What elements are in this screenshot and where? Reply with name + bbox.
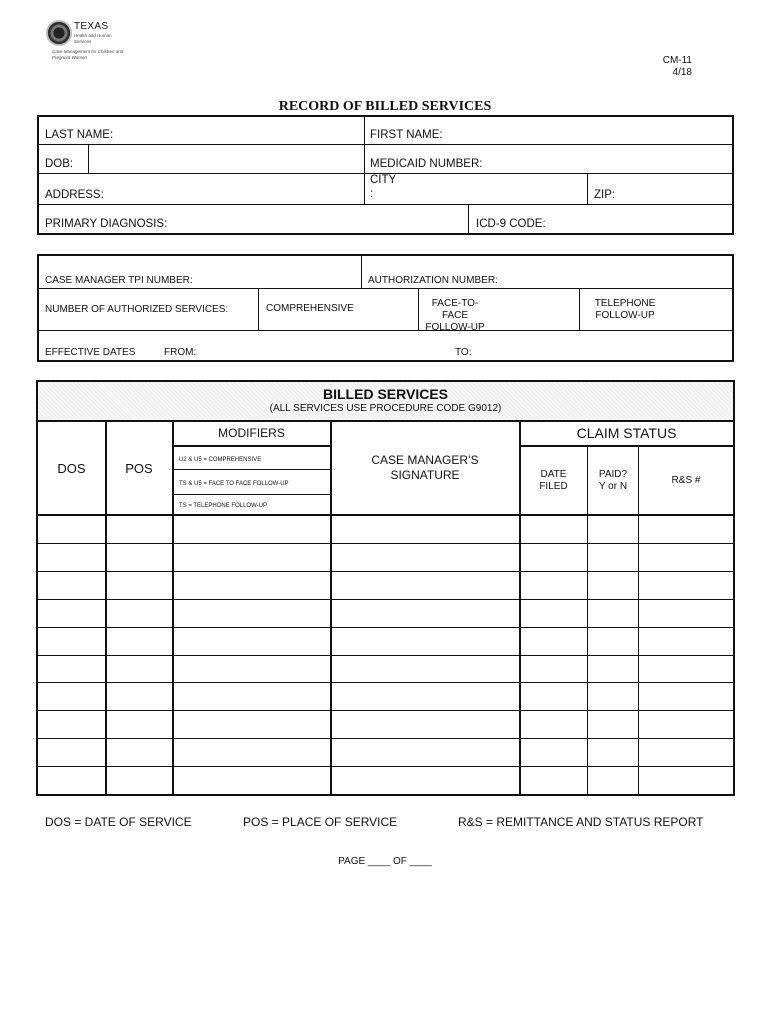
telephone-label <box>590 298 660 322</box>
zip-label: ZIP: <box>594 189 616 201</box>
divider <box>173 445 330 447</box>
signature-line1: CASE MANAGER’S <box>371 453 479 467</box>
state-seal-icon <box>46 20 72 46</box>
case-manager-signature-header <box>331 453 519 483</box>
city-colon: : <box>370 188 374 200</box>
table-row[interactable] <box>38 627 733 655</box>
table-row[interactable] <box>38 682 733 710</box>
first-name-label: FIRST NAME: <box>370 129 443 141</box>
rs-header: R&S # <box>671 475 701 486</box>
primary-diagnosis-label: PRIMARY DIAGNOSIS: <box>45 218 168 230</box>
divider <box>39 288 732 289</box>
divider <box>587 174 588 204</box>
table-row[interactable] <box>38 515 733 543</box>
paid-header <box>588 469 638 493</box>
row-divider <box>38 738 733 739</box>
divider <box>173 494 330 495</box>
divider <box>579 289 580 330</box>
divider <box>418 289 419 330</box>
billed-services-subtitle: (ALL SERVICES USE PROCEDURE CODE G9012) <box>269 403 502 414</box>
divider <box>39 330 732 331</box>
logo-agency-text: Health and Human Services <box>74 33 112 44</box>
divider <box>173 469 330 470</box>
modifier-face-to-face: TS & U5 = FACE TO FACE FOLLOW-UP <box>179 481 289 487</box>
face-to-face-line2: FOLLOW-UP <box>425 322 485 333</box>
claim-status-header: CLAIM STATUS <box>576 425 677 441</box>
divider <box>361 256 362 288</box>
icd9-code-label: ICD-9 CODE: <box>476 218 546 230</box>
form-number: CM-11 <box>662 55 692 66</box>
table-row[interactable] <box>38 738 733 766</box>
modifier-comprehensive: U2 & U5 = COMPREHENSIVE <box>179 457 262 463</box>
to-label: TO: <box>455 347 472 358</box>
divider <box>258 289 259 330</box>
table-row[interactable] <box>38 543 733 571</box>
dos-definition: DOS = DATE OF SERVICE <box>45 815 192 829</box>
divider <box>39 204 732 205</box>
date-filed-line2: FILED <box>539 481 568 492</box>
date-filed-header <box>521 469 586 493</box>
from-label: FROM: <box>164 347 197 358</box>
paid-line1: PAID? <box>598 469 628 480</box>
address-label: ADDRESS: <box>45 189 104 201</box>
pos-definition: POS = PLACE OF SERVICE <box>243 815 398 829</box>
row-divider <box>38 710 733 711</box>
row-divider <box>38 571 733 572</box>
row-divider <box>38 766 733 767</box>
telephone-line1: TELEPHONE <box>594 298 656 309</box>
row-divider <box>38 627 733 628</box>
comprehensive-label: COMPREHENSIVE <box>266 303 354 314</box>
effective-dates-label: EFFECTIVE DATES <box>45 347 136 358</box>
face-to-face-line1: FACE-TO-FACE <box>431 298 479 321</box>
table-row[interactable] <box>38 710 733 738</box>
form-title: RECORD OF BILLED SERVICES <box>278 99 492 114</box>
pos-header: POS <box>125 461 153 476</box>
page-number-line: PAGE ____ OF ____ <box>338 856 432 867</box>
logo-program-text: Case Management for Children and Pregnant Women <box>52 49 124 60</box>
billed-services-title: BILLED SERVICES <box>323 386 448 402</box>
telephone-line2: FOLLOW-UP <box>595 310 655 321</box>
paid-line2: Y or N <box>598 481 628 492</box>
table-row[interactable] <box>38 599 733 627</box>
form-identifier <box>663 55 692 79</box>
signature-line2: SIGNATURE <box>390 468 460 482</box>
face-to-face-label <box>420 298 490 334</box>
divider <box>88 145 89 173</box>
medicaid-number-label: MEDICAID NUMBER: <box>370 158 483 170</box>
texas-hhs-logo <box>46 18 136 64</box>
modifier-telephone: TS = TELEPHONE FOLLOW-UP <box>179 503 267 509</box>
divider <box>364 117 365 204</box>
dob-label: DOB: <box>45 158 74 170</box>
table-row[interactable] <box>38 571 733 599</box>
divider <box>38 420 733 422</box>
divider <box>520 445 733 447</box>
authorization-number-label: AUTHORIZATION NUMBER: <box>368 275 498 286</box>
modifiers-header: MODIFIERS <box>218 426 285 440</box>
rs-definition: R&S = REMITTANCE AND STATUS REPORT <box>458 815 704 829</box>
divider <box>39 144 732 145</box>
form-date: 4/18 <box>672 67 692 78</box>
row-divider <box>38 682 733 683</box>
divider <box>468 205 469 234</box>
row-divider <box>38 599 733 600</box>
number-authorized-label: NUMBER OF AUTHORIZED SERVICES: <box>45 304 229 315</box>
table-row[interactable] <box>38 766 733 794</box>
last-name-label: LAST NAME: <box>45 129 114 141</box>
row-divider <box>38 543 733 544</box>
city-label: CITY <box>370 174 397 186</box>
date-filed-line1: DATE <box>540 469 567 480</box>
dos-header: DOS <box>57 461 86 476</box>
table-row[interactable] <box>38 655 733 683</box>
case-manager-tpi-label: CASE MANAGER TPI NUMBER: <box>45 275 193 286</box>
row-divider <box>38 655 733 656</box>
logo-texas-text: TEXAS <box>74 21 109 32</box>
